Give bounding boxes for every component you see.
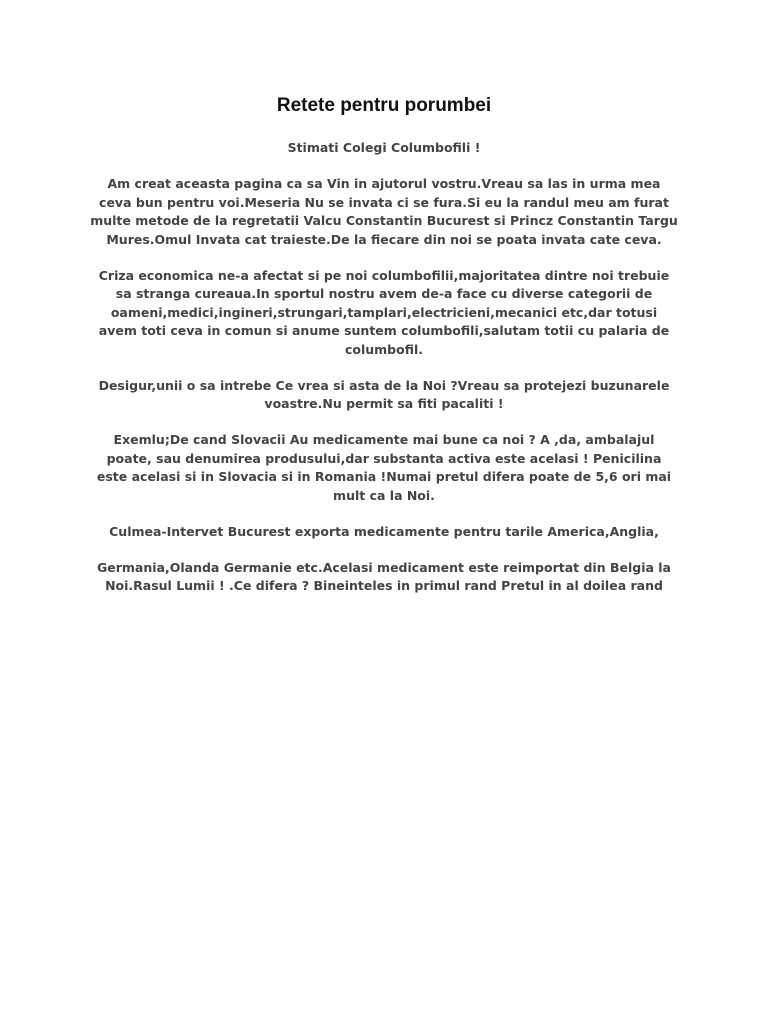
paragraph: Exemlu;De cand Slovacii Au medicamente mai bune ca noi ? A ,da, ambalajul poate, sau denumirea produsului,dar substanta activa este acelasi ! Penicilina este acelasi si in Slovacia si in Romania !Numai pretul difera poate de 5,6 ori mai mult ca la Noi. — [96, 432, 672, 503]
paragraph: Germania,Olanda Germanie etc.Acelasi medicament este reimportat din Belgia la Noi.Rasul Lumii ! .Ce difera ? Bineinteles in primul rand Pretul in al doilea rand — [97, 559, 671, 593]
paragraph: Am creat aceasta pagina ca sa Vin in ajutorul vostru.Vreau sa las in urma mea ceva bun pentru voi.Meseria Nu se invata ci se fura.Si eu la randul meu am furat multe metode de la regretatii Valcu Constantin Bucurest si Princz Constantin Targu Mures.Omul Invata cat traieste.De la fiecare din noi se poata invata cate ceva. — [90, 176, 678, 247]
document-body — [90, 139, 678, 613]
paragraph: Culmea-Intervet Bucurest exporta medicamente pentru tarile America,Anglia, — [109, 523, 659, 539]
paragraph-greeting: Stimati Colegi Columbofili ! — [287, 140, 481, 155]
paragraph: Criza economica ne-a afectat si pe noi columbofilii,majoritatea dintre noi trebuie sa stranga cureaua.In sportul nostru avem de-a face cu diverse categorii de oameni,medici,ingineri,strungari,tamplari,electricieni,mecanici etc,dar totusi avem toti ceva in comun si anume suntem columbofili,salutam totii cu palaria de columbofil. — [98, 267, 670, 357]
paragraph: Desigur,unii o sa intrebe Ce vrea si asta de la Noi ?Vreau sa protejezi buzunarele voastre.Nu permit sa fiti pacaliti ! — [98, 377, 670, 411]
document-title: Retete pentru porumbei — [276, 95, 492, 116]
